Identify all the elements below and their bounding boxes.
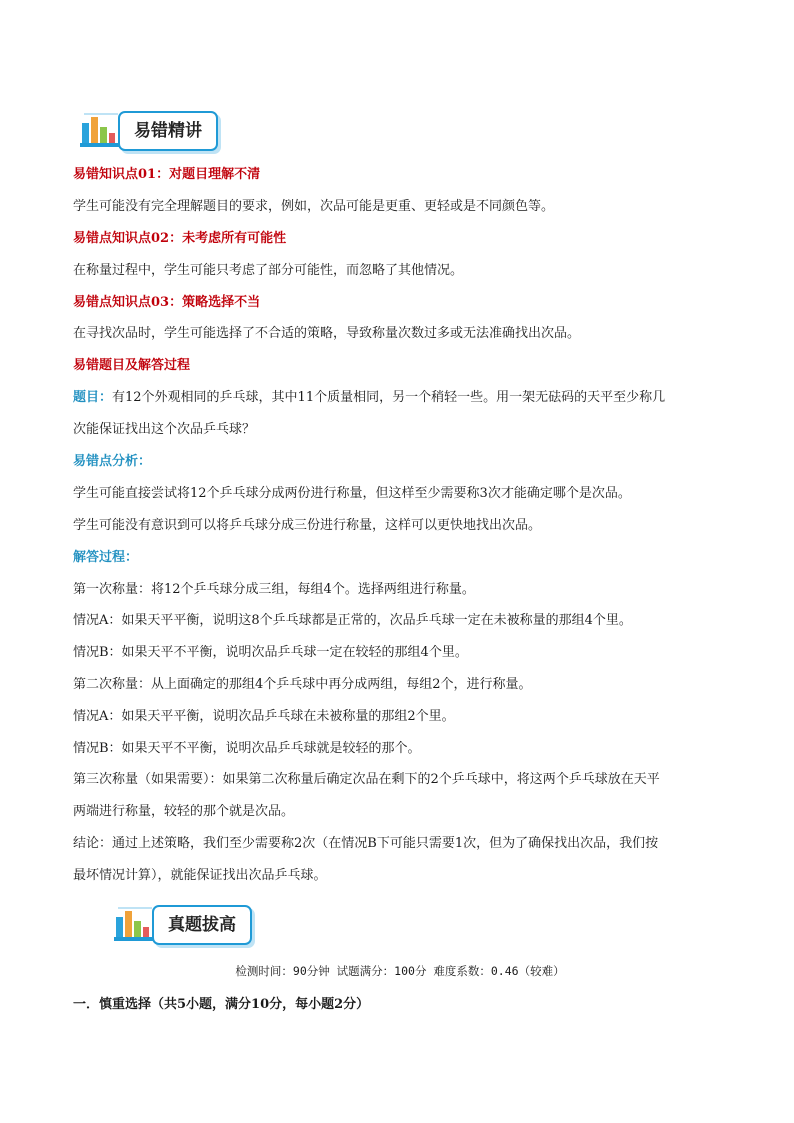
analysis-label: 易错点分析：	[73, 454, 152, 469]
question-text: 有12个外观相同的乒乓球，其中11个质量相同，另一个稍轻一些。用一架无砝码的天平至少称几	[112, 390, 666, 405]
question-line-1	[73, 389, 665, 407]
banner-title: 真题拔高	[152, 905, 252, 945]
error-point-1-body: 学生可能没有完全理解题目的要求，例如，次品可能是更重、更轻或是不同颜色等。	[73, 199, 555, 214]
section-banner-errors	[78, 107, 248, 151]
solution-line: 两端进行称量，较轻的那个就是次品。	[73, 804, 295, 819]
solution-line: 结论：通过上述策略，我们至少需要称2次（在情况B下可能只需要1次，但为了确保找出次品，我们按	[73, 836, 659, 851]
solution-line: 第一次称量：将12个乒乓球分成三组，每组4个。选择两组进行称量。	[73, 582, 475, 597]
error-point-3-body: 在寻找次品时，学生可能选择了不合适的策略，导致称量次数过多或无法准确找出次品。	[73, 326, 581, 341]
solution-line: 情况A：如果天平平衡，说明这8个乒乓球都是正常的，次品乒乓球一定在未被称量的那组4个里。	[73, 613, 632, 628]
error-point-2-body: 在称量过程中，学生可能只考虑了部分可能性，而忽略了其他情况。	[73, 263, 464, 278]
error-point-2-heading: 易错点知识点02：未考虑所有可能性	[73, 231, 287, 246]
part-1-heading: 一．慎重选择（共5小题，满分10分，每小题2分）	[73, 997, 370, 1012]
error-point-1-heading: 易错知识点01：对题目理解不清	[73, 167, 261, 182]
question-line-2: 次能保证找出这个次品乒乓球？	[73, 422, 256, 437]
solution-line: 第三次称量（如果需要）：如果第二次称量后确定次品在剩下的2个乒乓球中，将这两个乒乓球放在天平	[73, 772, 660, 787]
solution-line: 情况B：如果天平不平衡，说明次品乒乓球就是较轻的那个。	[73, 741, 421, 756]
error-point-3-heading: 易错点知识点03：策略选择不当	[73, 295, 261, 310]
analysis-line-1: 学生可能直接尝试将12个乒乓球分成两份进行称量，但这样至少需要称3次才能确定哪个是次品。	[73, 486, 631, 501]
section-banner-exam	[112, 901, 272, 945]
error-problem-heading: 易错题目及解答过程	[73, 358, 191, 373]
question-label: 题目：	[73, 390, 113, 405]
test-info: 检测时间：90分钟 试题满分：100分 难度系数：0.46（较难）	[235, 964, 565, 978]
solution-line: 第二次称量：从上面确定的那组4个乒乓球中再分成两组，每组2个，进行称量。	[73, 677, 532, 692]
solution-line: 最坏情况计算），就能保证找出次品乒乓球。	[73, 868, 327, 883]
solution-line: 情况B：如果天平不平衡，说明次品乒乓球一定在较轻的那组4个里。	[73, 645, 468, 660]
solution-line: 情况A：如果天平平衡，说明次品乒乓球在未被称量的那组2个里。	[73, 709, 455, 724]
solution-label: 解答过程：	[73, 550, 139, 565]
banner-title: 易错精讲	[118, 111, 218, 151]
analysis-line-2: 学生可能没有意识到可以将乒乓球分成三份进行称量，这样可以更快地找出次品。	[73, 518, 542, 533]
